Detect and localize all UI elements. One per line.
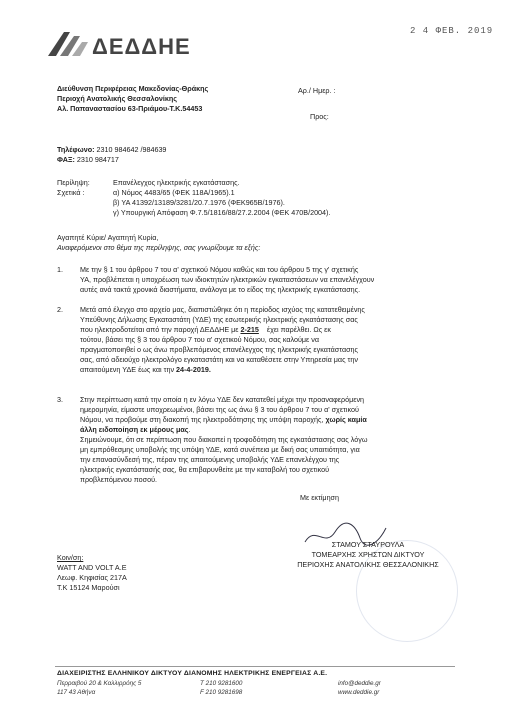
footer-divider [55,666,455,667]
greeting: Αγαπητέ Κύριε/ Αγαπητή Κυρία, [57,233,159,242]
paragraph-3-text: Νόμου, να προβούμε στη διακοπή της ηλεκτροδότησης της υπόψη παροχής, [80,415,324,424]
paragraph-1-number: 1. [57,265,63,274]
paragraph-2-line: Μετά από έλεγχο στο αρχείο μας, διαπιστώθηκε ότι η περίοδος ισχύος της κατατεθειμένης [80,305,365,314]
paragraph-2-number: 2. [57,305,63,314]
paragraph-1 [80,265,455,295]
paragraph-3-emphasis: άλλη ειδοποίηση εκ μέρους μας [80,425,189,434]
reference-c: γ) Υπουργική Απόφαση Φ.7.5/1816/88/27.2.2004 (ΦΕΚ 470Β/2004). [113,208,331,217]
paragraph-3-emphasis: χωρίς καμία [325,415,367,424]
paragraph-2-line: σας, από αδειούχο ηλεκτρολόγο εγκαταστάτη και να καταθέσετε στην Υπηρεσία μας την [80,355,358,364]
paragraph-2 [80,305,455,375]
paragraph-3-line: Στην περίπτωση κατά την οποία η εν λόγω ΥΔΕ δεν κατατεθεί μέχρι την προαναφερόμενη [80,395,365,404]
cc-line: WATT AND VOLT A.E [57,563,127,572]
deadline-date: 24-4-2019. [176,365,211,374]
signatory-area: ΠΕΡΙΟΧΗΣ ΑΝΑΤΟΛΙΚΗΣ ΘΕΣΣΑΛΟΝΙΚΗΣ [297,560,439,569]
paragraph-3-line [80,415,455,425]
paragraph-2-line: Υπεύθυνης Δήλωσης Εγκαταστάτη (ΥΔΕ) της εσωτερικής ηλεκτρικής εγκατάστασης σας [80,315,358,324]
supply-number: 2-215 [240,325,259,334]
deddie-logo-icon [44,28,90,58]
paragraph-3-line: ημερομηνία, είμαστε υποχρεωμένοι, βάσει της ως άνω § 3 του άρθρου 7 του α' σχετικού [80,405,359,414]
intro-line: Αναφερόμενοι στο θέμα της περίληψης, σας γνωρίζουμε τα εξής: [57,243,261,252]
paragraph-1-line: Με την § 1 του άρθρου 7 του α' σχετικού Νόμου καθώς και του άρθρου 5 της γ' σχετικής [80,265,359,274]
footer-fax: F 210 9281698 [200,689,243,696]
address-line: Αλ. Παπαναστασίου 63-Πριάμου-Τ.Κ.54453 [57,104,203,113]
paragraph-2-line: τούτου, βάσει της § 3 του άρθρου 7 του α' σχετικού Νόμου, σας καλούμε να [80,335,319,344]
paragraph-3-line: την επανασύνδεσή της, πέραν της απαιτούμενης υποβολής ΥΔΕ επανελέγχου της [80,455,340,464]
footer-website-link[interactable]: www.deddie.gr [338,689,380,696]
paragraph-2-line [80,365,455,375]
signatory-name: ΣΤΑΜΟΥ ΣΤΑΥΡΟΥΛΑ [331,540,405,549]
fax-line [57,155,119,164]
area-line: Περιοχή Ανατολικής Θεσσαλονίκης [57,94,177,103]
recipient-label: Προς: [310,112,329,121]
paragraph-3-line: ηλεκτρικής εγκατάστασής σας, θα επιβαρυνθείτε με την καταβολή του σχετικού [80,465,330,474]
paragraph-2-text: έχει παρέλθει. Ως εκ [266,325,331,334]
references-label: Σχετικά : [57,188,85,197]
paragraph-3-line [80,425,455,435]
logo-text: ΔΕΔΔΗΕ [92,34,191,59]
reference-b: β) ΥΑ 41392/13189/3281/20.7.1976 (ΦΕΚ965Β/1976). [113,198,285,207]
ref-date-label: Αρ./ Ημερ. : [298,86,336,95]
signatory-role: ΤΟΜΕΑΡΧΗΣ ΧΡΗΣΤΩΝ ΔΙΚΤΥΟΥ [311,550,425,559]
paragraph-2-line [80,325,455,335]
cc-label [57,553,83,563]
paragraph-3 [80,395,455,485]
paragraph-2-line: πραγματοποιηθεί ο ως άνω προβλεπόμενος επανέλεγχος της ηλεκτρικής εγκατάστασης [80,345,359,354]
received-date-stamp: 2 4 ΦΕΒ. 2019 [410,26,494,36]
summary-text: Επανέλεγχος ηλεκτρικής εγκατάστασης. [113,178,240,187]
phone-label: Τηλέφωνο: [57,145,95,154]
cc-line: Λεωφ. Κηφισίας 217Α [57,573,127,582]
closing-line: Με εκτίμηση [300,493,339,502]
phone-line [57,145,166,154]
summary-label: Περίληψη: [57,178,90,187]
footer-address: Περραιβού 20 & Καλλιρρόης 5 [57,680,142,687]
paragraph-3-line: Σημειώνουμε, ότι σε περίπτωση που διακοπεί η τροφοδότηση της εγκατάστασης σας λόγω [80,435,368,444]
cc-label-text: Κοιν/ση: [57,553,84,562]
footer-company-name: ΔΙΑΧΕΙΡΙΣΤΗΣ ΕΛΛΗΝΙΚΟΥ ΔΙΚΤΥΟΥ ΔΙΑΝΟΜΗΣ ΗΛΕΚΤΡΙΚΗΣ ΕΝΕΡΓΕΙΑΣ Α.Ε. [57,670,328,677]
phone-number: 2310 984642 /984639 [96,145,167,154]
paragraph-3-number: 3. [57,395,63,404]
footer-city: 117 43 Αθήνα [57,689,96,696]
paragraph-3-line: μη εμπρόθεσμης υποβολής της υπόψη ΥΔΕ, κατά συνέπεια με δική σας υπαιτιότητα, για [80,445,360,454]
paragraph-2-text: απαιτούμενη ΥΔΕ έως και την [80,365,175,374]
fax-number: 2310 984717 [76,155,119,164]
footer-phone: Τ 210 9281600 [200,680,243,687]
paragraph-3-line: προβλεπόμενου ποσού. [80,475,158,484]
cc-line: Τ.Κ 15124 Μαρούσι [57,583,120,592]
footer-email-link[interactable]: info@deddie.gr [338,680,381,687]
paragraph-3-text: . [188,425,191,434]
fax-label: ΦΑΞ: [57,155,75,164]
directorate-line: Διεύθυνση Περιφέρειας Μακεδονίας-Θράκης [57,84,209,93]
paragraph-2-text: που ηλεκτροδοτείται από την παροχή ΔΕΔΔΗΕ με [80,325,239,334]
paragraph-1-line: αυτές ανά τακτά χρονικά διαστήματα, ανάλογα με το είδος της ηλεκτρικής εγκατάστασης. [80,285,361,294]
paragraph-1-line: ΥΑ, προβλέπεται η υποχρέωση των ιδιοκτητών ηλεκτρικών εγκαταστάσεων να επανελέγχουν [80,275,375,284]
reference-a: α) Νόμος 4483/65 (ΦΕΚ 118Α/1965).1 [113,188,235,197]
